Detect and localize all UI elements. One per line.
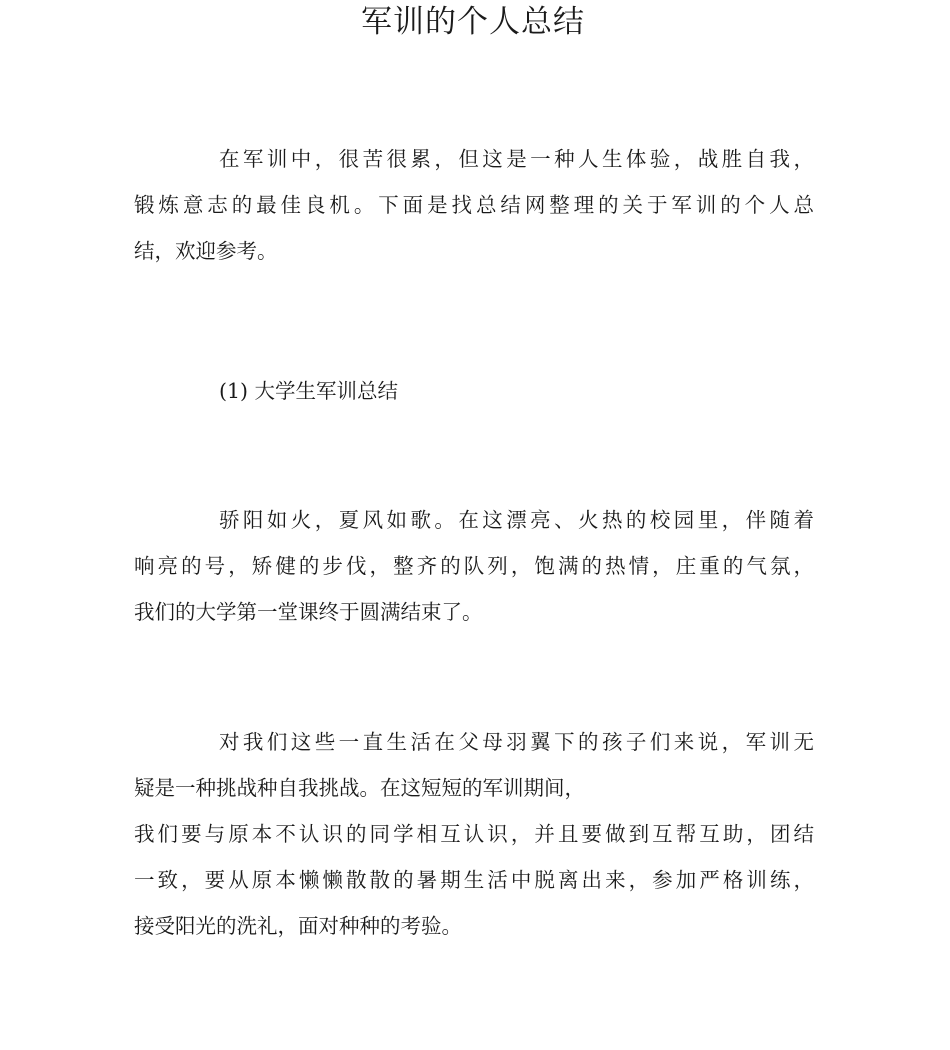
paragraph-2-line-3: 我们要与原本不认识的同学相互认识，并且要做到互帮互助，团结 (134, 822, 814, 846)
paragraph-2 (134, 719, 814, 949)
paragraph-2-line-5: 接受阳光的洗礼，面对种种的考验。 (134, 914, 462, 938)
paragraph-2-line-2: 疑是一种挑战种自我挑战。在这短短的军训期间， (134, 776, 585, 800)
section-heading: (1) 大学生军训总结 (219, 379, 399, 403)
paragraph-1-line-1: 骄阳如火，夏风如歌。在这漂亮、火热的校园里，伴随着 (219, 508, 814, 532)
intro-line-1: 在军训中，很苦很累，但这是一种人生体验，战胜自我， (219, 147, 814, 171)
paragraph-2-line-4: 一致，要从原本懒懒散散的暑期生活中脱离出来，参加严格训练， (134, 868, 814, 892)
paragraph-1 (134, 497, 814, 635)
intro-line-3: 结，欢迎参考。 (134, 239, 278, 263)
document-title: 军训的个人总结 (361, 4, 585, 40)
paragraph-1-line-3: 我们的大学第一堂课终于圆满结束了。 (134, 600, 483, 624)
paragraph-1-line-2: 响亮的号，矫健的步伐，整齐的队列，饱满的热情，庄重的气氛， (134, 554, 814, 578)
intro-line-2: 锻炼意志的最佳良机。下面是找总结网整理的关于军训的个人总 (134, 193, 814, 217)
intro-paragraph (134, 136, 814, 274)
paragraph-2-line-1: 对我们这些一直生活在父母羽翼下的孩子们来说，军训无 (219, 730, 814, 754)
